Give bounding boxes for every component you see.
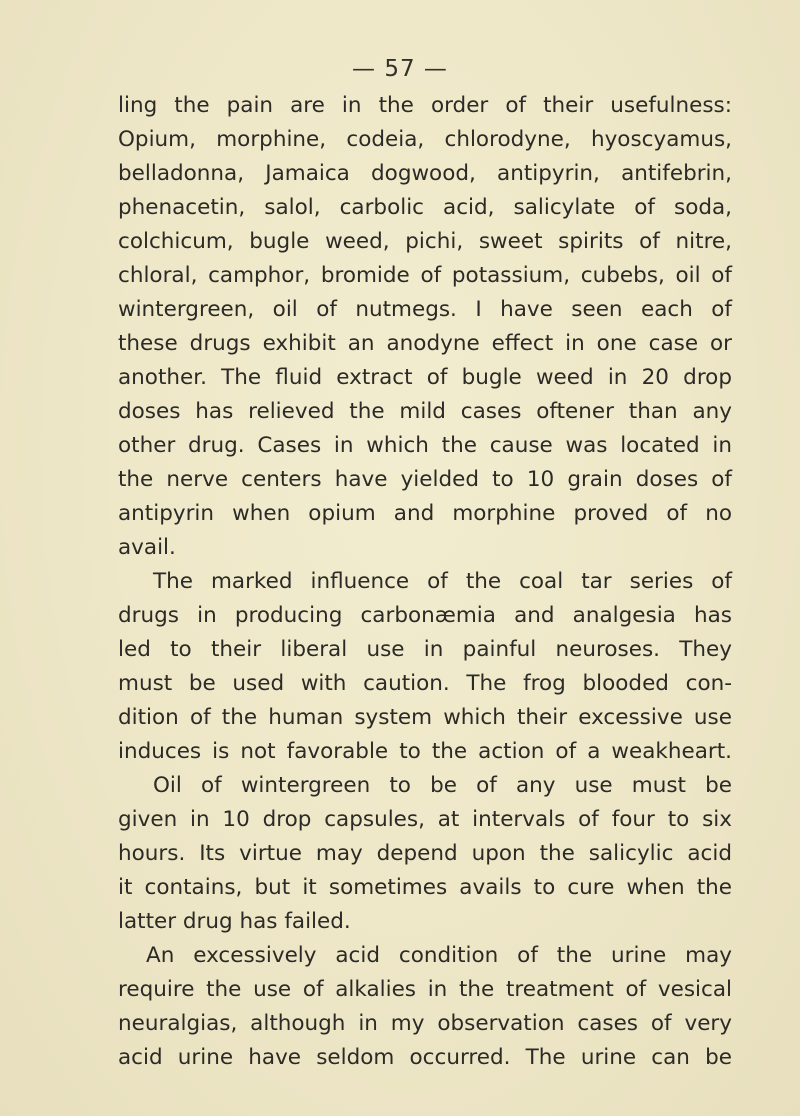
text-line: doses has relieved the mild cases oftener than any bbox=[118, 399, 732, 424]
text-line: these drugs exhibit an anodyne effect in one case or bbox=[118, 331, 732, 356]
text-line: phenacetin, salol, carbolic acid, salicylate of soda, bbox=[118, 195, 732, 220]
page-number: — 57 — bbox=[352, 56, 448, 82]
text-line: ling the pain are in the order of their usefulness: bbox=[118, 93, 732, 118]
text-line: colchicum, bugle weed, pichi, sweet spirits of nitre, bbox=[118, 229, 732, 254]
text-line: chloral, camphor, bromide of potassium, cubebs, oil of bbox=[118, 263, 732, 288]
text-line: antipyrin when opium and morphine proved of no bbox=[118, 501, 732, 526]
text-line: require the use of alkalies in the treatment of vesical bbox=[118, 977, 732, 1002]
text-line: acid urine have seldom occurred. The urine can be bbox=[118, 1045, 732, 1070]
text-line: neuralgias, although in my observation cases of very bbox=[118, 1011, 732, 1036]
text-line: latter drug has failed. bbox=[118, 909, 351, 934]
text-line: drugs in producing carbonæmia and analgesia has bbox=[118, 603, 732, 628]
text-line: wintergreen, oil of nutmegs. I have seen each of bbox=[118, 297, 732, 322]
paragraph-start-line: The marked influence of the coal tar series of bbox=[153, 569, 732, 594]
paragraph-start-line: An excessively acid condition of the urine may bbox=[146, 943, 732, 968]
text-line: Opium, morphine, codeia, chlorodyne, hyoscyamus, bbox=[118, 127, 732, 152]
text-line: dition of the human system which their excessive use bbox=[118, 705, 732, 730]
text-line: belladonna, Jamaica dogwood, antipyrin, antifebrin, bbox=[118, 161, 732, 186]
text-line: avail. bbox=[118, 535, 176, 560]
text-line: must be used with caution. The frog blooded con- bbox=[118, 671, 732, 696]
text-line: it contains, but it sometimes avails to cure when the bbox=[118, 875, 732, 900]
text-line: led to their liberal use in painful neuroses. They bbox=[118, 637, 732, 662]
text-line: induces is not favorable to the action of a weakheart. bbox=[118, 739, 732, 764]
text-line: other drug. Cases in which the cause was located in bbox=[118, 433, 732, 458]
text-line: another. The fluid extract of bugle weed in 20 drop bbox=[118, 365, 732, 390]
paragraph-start-line: Oil of wintergreen to be of any use must be bbox=[153, 773, 732, 798]
text-line: the nerve centers have yielded to 10 grain doses of bbox=[118, 467, 732, 492]
text-line: hours. Its virtue may depend upon the salicylic acid bbox=[118, 841, 732, 866]
text-line: given in 10 drop capsules, at intervals of four to six bbox=[118, 807, 732, 832]
